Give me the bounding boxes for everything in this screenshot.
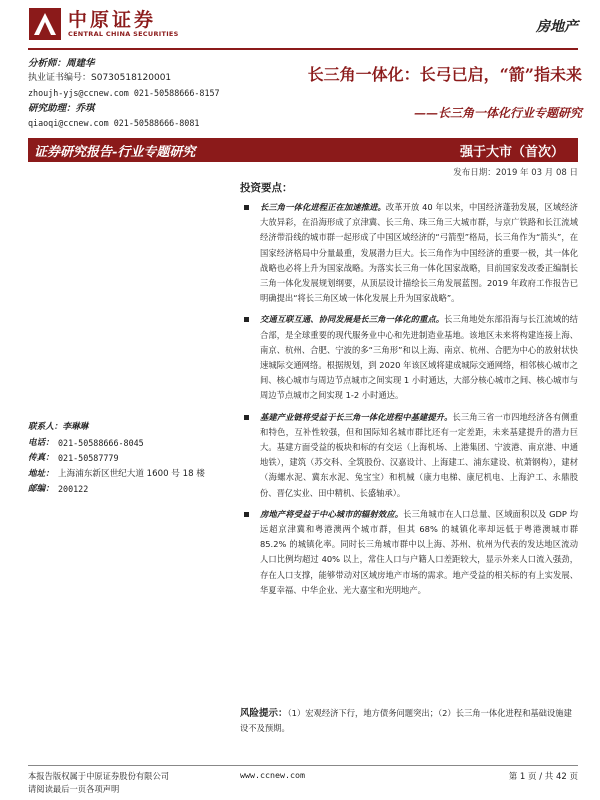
sector-label: 房地产 [536,19,578,35]
report-subtitle: ——长三角一体化行业专题研究 [413,106,582,120]
risk-warning [240,706,578,736]
logo-emblem-icon [28,7,62,41]
square-bullet-icon [244,415,249,420]
key-point-text: 改革开放 40 年以来，中国经济蓬勃发展，区域经济大放异彩，在沿海形成了京津冀、长三角、珠三角三大城市群，与京广铁路和长江流域经济带沿线的城市群一起形成了中国区域经济的“弓箭型”格局，长三角作为“箭头”，在国家经济格局中分量最重，发展潜力巨大。长三角作为中国经济的重要一极，其一体化战略也必将上升为国家战略。为落实长三角一体化国家战略，目前国家发改委正编制长三角一体化发展规划纲要，从顶层设计描绘长三角发展蓝图。2019 年政府工作报告已明确提出“将长三角区域一体化发展上升为国家战略”。 [260,202,578,304]
zip-value: 200122 [58,484,89,494]
key-point-lead: 交通互联互通、协同发展是长三角一体化的重点。 [260,314,445,325]
report-title: 长三角一体化：长弓已启，“箭”指未来 [307,65,582,84]
key-point-text: 长三角三省一市四地经济各有侧重和特色，互补性较强，但和国际知名城市群比还有一定差距，未来基建提升的潜力巨大。基建方面受益的板块和标的有交运（上海机场、上港集团、宁波港、南京港、申通地铁），建筑（苏交科、全筑股份、汉嘉设计、上海建工、浦东建设、杭萧钢构），建材（海螺水泥、冀东水泥、兔宝宝）和机械（康力电梯、康尼机电、上海沪工、永鼎股份、晋亿实业、田中精机、长盛轴承）。 [260,411,578,498]
assistant-contact: qiaoqi@ccnew.com 021-50588666-8081 [28,118,200,128]
fax-value: 021-50587779 [58,453,119,463]
key-point [240,410,578,501]
key-point-lead: 基建产业链将受益于长三角一体化进程中基建提升。 [260,411,453,422]
phone-label: 电话： [28,437,54,448]
website-link[interactable]: www.ccnew.com [240,770,305,780]
analyst-cert: 执业证书编号：S0730518120001 [28,73,172,83]
page-header [0,0,600,48]
contact-info [28,420,238,498]
risk-text: （1）宏观经济下行，地方债务问题突出；（2）长三角一体化进程和基础设施建设不及预期。 [240,708,572,734]
square-bullet-icon [244,317,249,322]
copyright-text: 本报告版权属于中原证券股份有限公司 [28,771,170,781]
key-point-lead: 长三角一体化进程正在加速推进。 [260,202,386,212]
key-point [240,312,578,403]
analyst-name: 分析师：周建华 [28,58,95,69]
logo-english-name: CENTRAL CHINA SECURITIES [68,30,179,38]
zip-label: 邮编： [28,484,54,494]
company-logo [28,6,188,42]
key-point [240,200,578,306]
phone-value: 021-50588666-8045 [58,437,144,448]
address-label: 地址： [28,468,54,479]
key-points-list [240,200,578,604]
logo-chinese-name: 中原证券 [68,9,157,31]
assistant-name: 研究助理：乔琪 [28,103,95,114]
page-number: 第 1 页 / 共 42 页 [508,772,578,782]
square-bullet-icon [244,512,249,517]
key-points-heading: 投资要点： [240,182,293,194]
key-point [240,507,578,598]
footer-notice [28,770,169,796]
report-type: 证券研究报告-行业专题研究 [34,144,196,160]
footer-divider [28,765,578,766]
square-bullet-icon [244,205,249,210]
disclaimer-text: 请阅读最后一页各项声明 [28,784,120,794]
report-type-banner [28,138,578,162]
rating-label: 强于大市（首次） [459,144,564,160]
risk-label: 风险提示： [240,708,288,719]
address-value: 上海浦东新区世纪大道 1600 号 18 楼 [58,468,205,479]
fax-label: 传真： [28,453,54,463]
analyst-info [28,56,238,131]
header-divider [28,48,578,50]
contact-name: 联系人：李琳琳 [28,422,89,432]
publish-date: 发布日期：2019 年 03 月 08 日 [453,168,578,178]
key-point-text: 长三角地处东部沿海与长江流域的结合部，是全球重要的现代服务业中心和先进制造业基地。该地区未来将构建连接上海、南京、杭州、合肥、宁波的多“三角形”和以上海、南京、杭州、合肥为中心的放射状快速城际交通网络。根据规划，到 2020 年该区域将建成城际交通网络，相邻核心城市之间、核心城市与周边节点城市之间实现 1 小时通达，大部分核心城市之间、核心城市与周边节点城市之间实现 1-2 小时通达。 [260,314,578,401]
analyst-contact: zhoujh-yjs@ccnew.com 021-50588666-8157 [28,88,220,98]
key-point-text: 长三角城市在人口总量、区域面积以及 GDP 均远超京津冀和粤港澳两个城市群，但其 68% 的城镇化率却远低于粤港澳城市群 85.2% 的城镇化率。同时长三角城市群中以上海、苏州、杭州为代表的发达地区流动人口比例均超过 40% 以上，常住人口与户籍人口差距较大，显示外来人口流入强劲，存在人口支撑，能够带动对区域房地产市场的需求。地产受益的相关标的有上实发展、华夏幸福、中华企业、光大嘉宝和光明地产。 [260,508,578,595]
key-point-lead: 房地产将受益于中心城市的辐射效应。 [260,508,404,519]
